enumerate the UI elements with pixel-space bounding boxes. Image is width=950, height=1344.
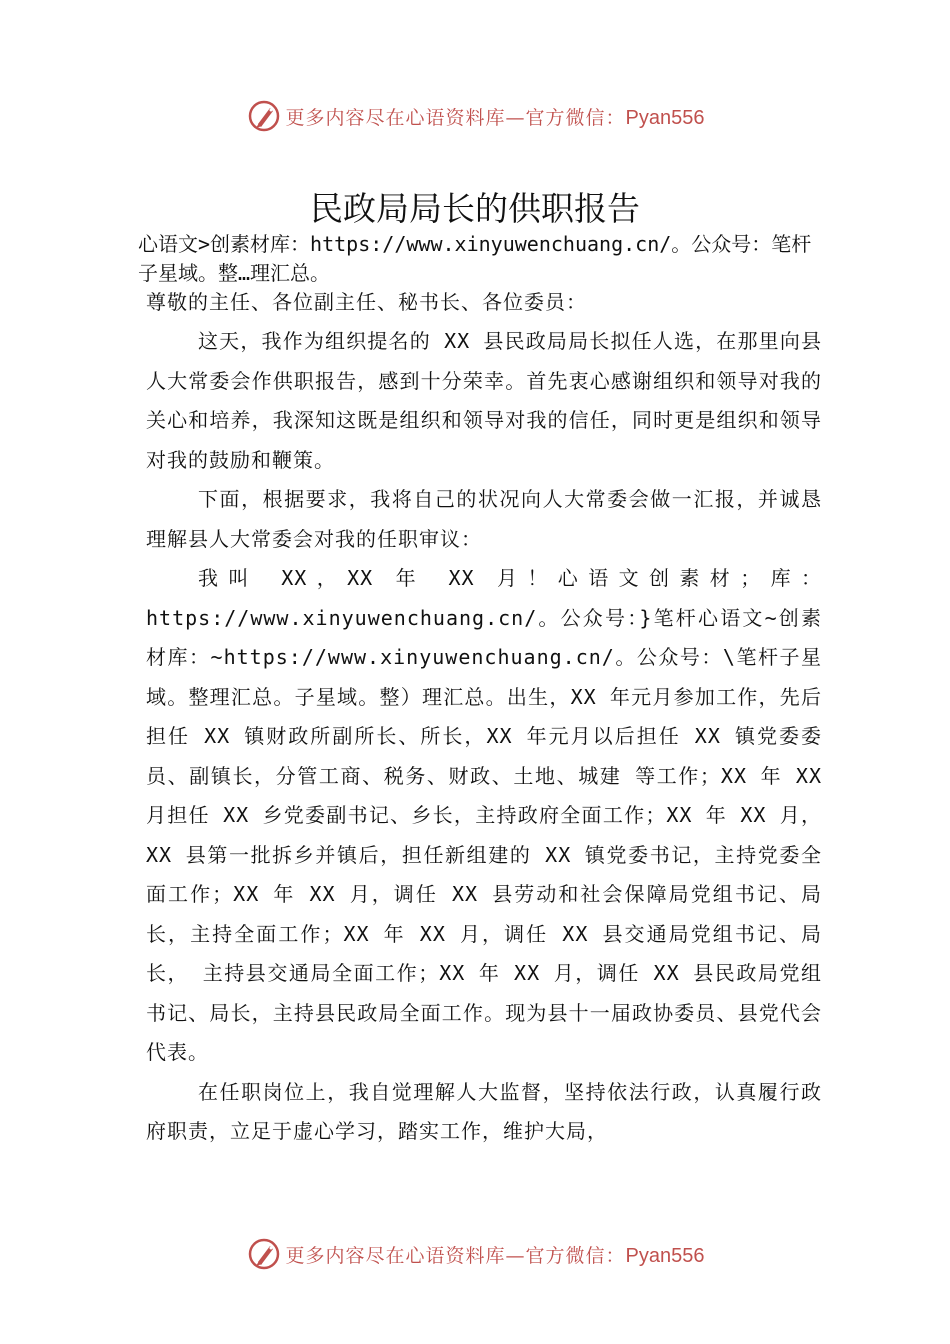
footer-banner <box>0 1234 950 1274</box>
wechat-handle: Pyan556 <box>625 1244 705 1267</box>
wechat-handle: Pyan556 <box>625 106 705 129</box>
paragraph: 下面，根据要求，我将自己的状况向人大常委会做一汇报，并诚恳理解县人大常委会对我的任职审议： <box>146 487 822 551</box>
salutation: 尊敬的主任、各位副主任、秘书长、各位委员： <box>146 290 587 314</box>
document-title: 民政局局长的供职报告 <box>310 189 640 228</box>
banner-text: 更多内容尽在心语资料库—官方微信：Pyan556 <box>285 106 705 129</box>
header-banner <box>0 96 950 136</box>
paragraph: 这天，我作为组织提名的 XX 县民政局局长拟任人选，在那里向县人大常委会作供职报告，感到十分荣幸。首先衷心感谢组织和领导对我的关心和培养，我深知这既是组织和领导对我的信任，同时更是组织和领导对我的鼓励和鞭策。 <box>146 329 822 472</box>
document-body <box>146 322 822 1152</box>
pen-nib-logo-icon <box>246 1236 282 1272</box>
source-line: 心语文>创素材库：https://www.xinyuwenchuang.cn/。公众号：笔杆子星域。整…理汇总。 <box>138 232 812 285</box>
paragraph: 在任职岗位上，我自觉理解人大监督，坚持依法行政，认真履行政府职责，立足于虚心学习，踏实工作，维护大局， <box>146 1079 822 1143</box>
pen-nib-logo-icon <box>246 98 282 134</box>
paragraph: 我叫 XX，XX 年 XX 月！心语文创素材；库：https://www.xinyuwenchuang.cn/。公众号：}笔杆心语文~创素材库：~https://www.xinyuwenchuang.cn/。公众号：\笔杆子星域。整理汇总。子星域。整）理汇总。出生，XX 年元月参加工作，先后担任 XX 镇财政所副所长、所长，XX 年元月以后担任 XX 镇党委委员、副镇长，分管工商、税务、财政、土地、城建 等工作；XX 年 XX 月担任 XX 乡党委副书记、乡长，主持政府全面工作；XX 年 XX 月，XX 县第一批拆乡并镇后，担任新组建的 XX 镇党委书记，主持党委全面工作；XX 年 XX 月，调任 XX 县劳动和社会保障局党组书记、局长，主持全面工作；XX 年 XX 月，调任 XX 县交通局党组书记、局长， 主持县交通局全面工作；XX 年 XX 月，调任 XX 县民政局党组书记、局长，主持县民政局全面工作。现为县十一届政协委员、县党代会代表。 <box>146 566 822 1064</box>
banner-text: 更多内容尽在心语资料库—官方微信：Pyan556 <box>285 1244 705 1267</box>
